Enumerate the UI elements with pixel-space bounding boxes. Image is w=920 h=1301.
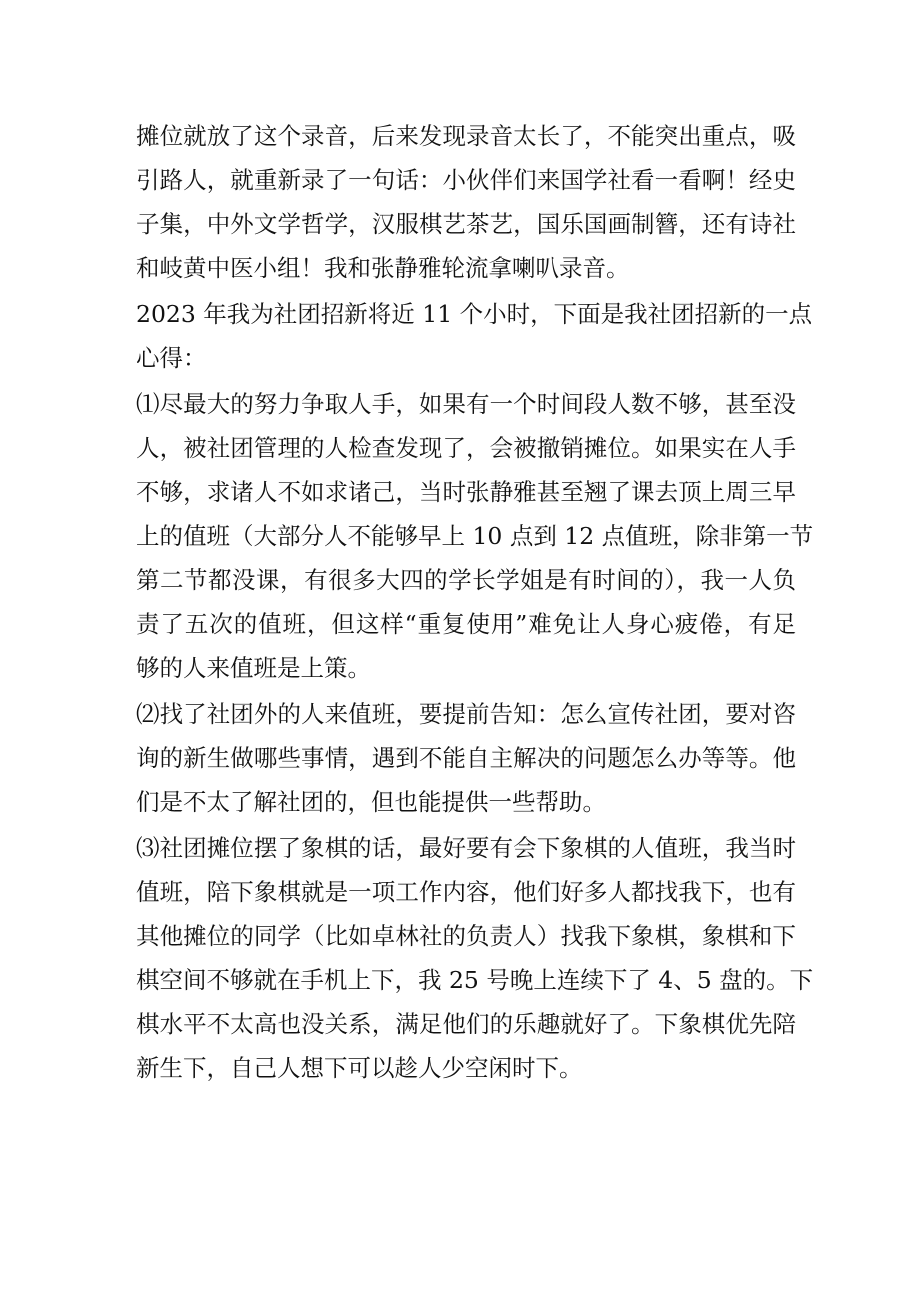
- text-line: ⑶社团摊位摆了象棋的话，最好要有会下象棋的人值班，我当时: [136, 834, 796, 862]
- text-line: 棋水平不太高也没关系，满足他们的乐趣就好了。下象棋优先陪: [136, 1010, 796, 1038]
- paragraph-point-1: [136, 382, 814, 690]
- text-line: ⑴尽最大的努力争取人手，如果有一个时间段人数不够，甚至没: [136, 390, 796, 418]
- text-line: 上的值班（大部分人不能够早上 10 点到 12 点值班，除非第一节: [136, 522, 814, 550]
- text-line: 棋空间不够就在手机上下，我 25 号晚上连续下了 4、5 盘的。下: [136, 966, 814, 994]
- paragraph-recording: [136, 114, 796, 290]
- document-body: [136, 114, 814, 1090]
- paragraph-point-2: [136, 692, 796, 824]
- text-line: 第二节都没课，有很多大四的学长学姐是有时间的），我一人负: [136, 566, 796, 594]
- text-line: 新生下，自己人想下可以趁人少空闲时下。: [136, 1054, 583, 1082]
- text-line: 摊位就放了这个录音，后来发现录音太长了，不能突出重点，吸: [136, 122, 796, 150]
- paragraph-point-3: [136, 826, 814, 1090]
- text-line: 够的人来值班是上策。: [136, 654, 371, 682]
- text-line: 询的新生做哪些事情，遇到不能自主解决的问题怎么办等等。他: [136, 744, 796, 772]
- text-line: 其他摊位的同学（比如卓林社的负责人）找我下象棋，象棋和下: [136, 922, 796, 950]
- text-line: 责了五次的值班，但这样“重复使用”难免让人身心疲倦，有足: [136, 610, 796, 638]
- text-line: ⑵找了社团外的人来值班，要提前告知：怎么宣传社团，要对咨: [136, 700, 796, 728]
- text-line: 不够，求诸人不如求诸己，当时张静雅甚至翘了课去顶上周三早: [136, 478, 796, 506]
- text-line: 和岐黄中医小组！我和张静雅轮流拿喇叭录音。: [136, 254, 630, 282]
- text-line: 心得：: [136, 344, 207, 372]
- text-line: 们是不太了解社团的，但也能提供一些帮助。: [136, 788, 606, 816]
- text-line: 子集，中外文学哲学，汉服棋艺茶艺，国乐国画制簪，还有诗社: [136, 210, 796, 238]
- text-line: 引路人，就重新录了一句话：小伙伴们来国学社看一看啊！经史: [136, 166, 796, 194]
- text-line: 值班，陪下象棋就是一项工作内容，他们好多人都找我下，也有: [136, 878, 796, 906]
- text-line: 人，被社团管理的人检查发现了，会被撤销摊位。如果实在人手: [136, 434, 796, 462]
- text-line: 2023 年我为社团招新将近 11 个小时，下面是我社团招新的一点: [136, 300, 813, 328]
- paragraph-intro: [136, 292, 813, 380]
